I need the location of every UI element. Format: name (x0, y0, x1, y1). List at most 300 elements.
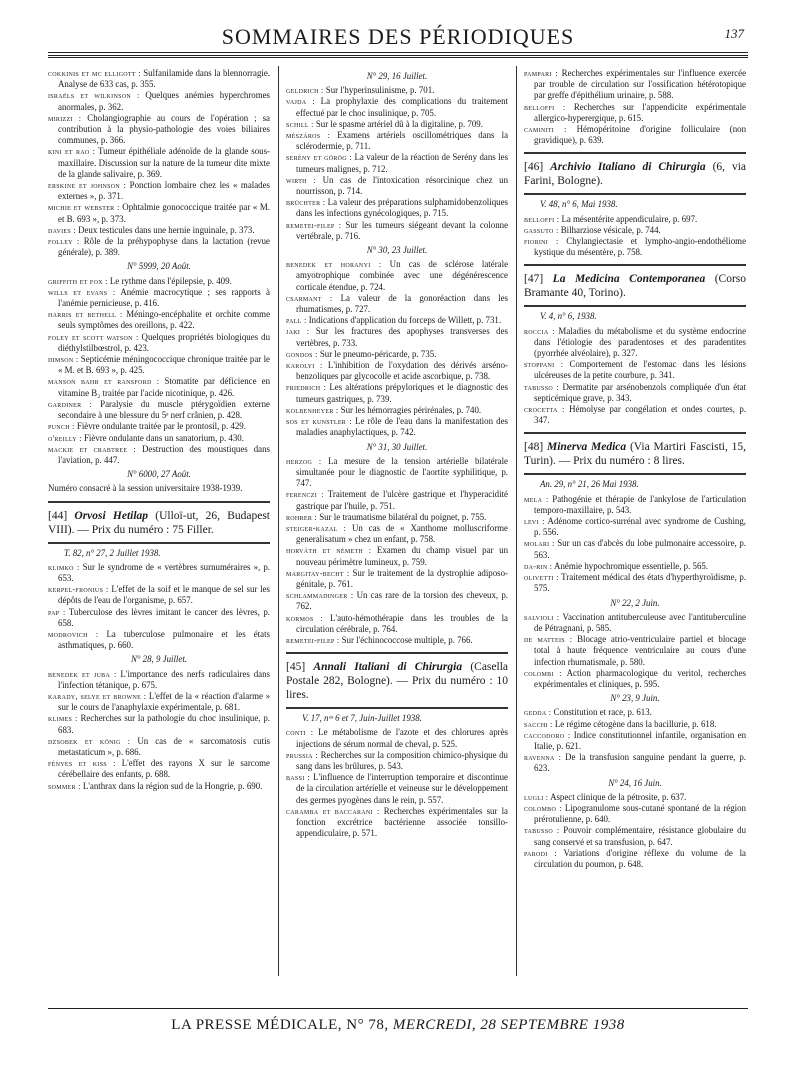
article-entry (286, 750, 508, 772)
entry-author: steiger-kazal : (286, 523, 347, 533)
journal-header (524, 432, 746, 475)
journal-number: [47] (524, 273, 544, 286)
entry-title: Constitution et race, p. 613. (553, 707, 652, 718)
issue-heading: N° 6000, 27 Août. (127, 469, 191, 480)
journal-name: Archivio Italiano di Chirurgia (550, 161, 706, 174)
entry-author: olivetti : (524, 573, 559, 583)
entry-author: kolbenheyer : (286, 405, 339, 415)
article-entry (524, 792, 746, 803)
article-entry (48, 736, 270, 758)
article-entry (286, 635, 508, 646)
entry-title: Le rôle de l'eau dans la manifestation des maladies anaphylactiques, p. 742. (296, 416, 509, 438)
entry-title: L'influence de l'interruption temporaire et discontinue de la circulation artérielle et veineuse sur le développement des germes pyogènes dans le rein, p. 557. (296, 772, 508, 805)
entry-author: davies : (48, 225, 76, 235)
article-entry (286, 85, 508, 96)
entry-title: Un cas rare de la torsion des cheveux, p. 762. (296, 590, 508, 612)
entry-title: Vaccination antituberculeuse avec l'antituberculine de Pétragnani, p. 585. (534, 611, 746, 633)
volume-heading: An. 29, n° 21, 26 Mai 1938. (540, 479, 639, 490)
journal-header (524, 264, 746, 307)
issue-heading: N° 23, 9 Juin. (610, 693, 660, 704)
article-entry (524, 572, 746, 594)
entry-title: Sur l'hyperinsulinisme, p. 701. (325, 85, 435, 96)
article-entry (524, 236, 746, 258)
article-entry (48, 399, 270, 421)
entry-title: Sulfanilamide dans la blennorragie. Analyse de 633 cas, p. 355. (58, 68, 271, 90)
article-entry (286, 416, 508, 438)
issue-heading: N° 5999, 20 Août. (127, 261, 191, 272)
entry-title: La mésentérite appendiculaire, p. 697. (561, 213, 698, 224)
article-entry (524, 538, 746, 560)
article-entry (524, 825, 746, 847)
entry-author: levi : (524, 517, 545, 527)
entry-author: colombi : (524, 668, 562, 678)
entry-title: Rôle de la préhypophyse dans la lactation (revue générale), p. 389. (58, 236, 270, 258)
article-entry (48, 629, 270, 651)
entry-author: margitay-becht : (286, 568, 350, 578)
entry-author: punch : (48, 422, 75, 432)
entry-author: folley : (48, 237, 80, 247)
column-3 (524, 68, 746, 870)
article-entry (524, 102, 746, 124)
entry-author: cokkinis et mc elligott : (48, 69, 141, 78)
journal-header (48, 501, 270, 544)
entry-title: Sur l'échinococcose multiple, p. 766. (341, 634, 473, 645)
entry-author: ferenczi : (286, 490, 324, 500)
article-entry (524, 848, 746, 870)
entry-author: foley et scott watson : (48, 332, 139, 342)
article-entry (48, 376, 270, 398)
entry-author: sos et kunstler : (286, 417, 352, 427)
volume-heading: T. 82, n° 27, 2 Juillet 1938. (64, 547, 161, 558)
entry-author: mackie et crabtree : (48, 444, 136, 454)
entry-title: Pathogénie et thérapie de l'ankylose de l'articulation temporo-maxillaire, p. 543. (534, 493, 747, 515)
entry-title: Le rythme dans l'épilepsie, p. 409. (109, 275, 232, 286)
entry-author: tabusso : (524, 382, 560, 392)
entry-title: Recherches sur l'appendicite expérimentale allergico-hyperergique, p. 615. (534, 101, 746, 123)
entry-title: Sur le traumatisme bilatéral du poignet, p. 755. (319, 511, 487, 522)
article-entry (286, 456, 508, 490)
entry-title: Maladies du métabolisme et du système endocrine dans l'étiologie des paradentoses et des paradentites (pyorrhée alvéolaire), p. 327. (534, 325, 747, 359)
entry-title: L'effet de la « réaction d'alarme » sur le cours de l'anaphylaxie expérimentale, p. 681. (58, 690, 271, 713)
article-entry (286, 360, 508, 382)
entry-author: kerpel-fronius : (48, 585, 109, 595)
entry-title: Variations d'origine réflexe du volume de la circulation du poumon, p. 648. (534, 847, 746, 869)
article-entry (48, 444, 270, 466)
entry-title: Adénome cortico-surrénal avec syndrome de Cushing, p. 556. (534, 516, 747, 538)
entry-author: serény et görög : (286, 153, 352, 163)
entry-title: La tuberculose pulmonaire et les états asthmatiques, p. 660. (58, 628, 271, 651)
entry-author: dzsobek et könig : (48, 736, 131, 746)
entry-title: Sur les fractures des apophyses transverses des vertèbres, p. 733. (296, 326, 509, 348)
article-entry (286, 259, 508, 293)
article-entry (524, 730, 746, 752)
article-entry (286, 197, 508, 219)
entry-author: erskine et johnson : (48, 181, 127, 191)
article-entry (524, 803, 746, 825)
entry-author: mela : (524, 494, 549, 504)
volume-heading: V. 17, nᵒˢ 6 et 7, Juin-Juillet 1938. (302, 713, 422, 724)
entry-author: karolyi : (286, 361, 323, 371)
article-entry (286, 175, 508, 197)
article-entry (524, 68, 746, 102)
page-number: 137 (724, 26, 744, 41)
entry-author: jaki : (286, 327, 310, 337)
entry-title: Recherches sur la composition chimico-physique du sang dans les brûlures, p. 543. (296, 749, 508, 771)
entry-author: benedek et horanyi : (286, 260, 382, 270)
entry-title: Indice constitutionnel infantile, organisation en Italie, p. 621. (534, 729, 747, 751)
entry-title: Anémie macrocytique ; ses rapports à l'anémie pernicieuse, p. 416. (58, 286, 270, 309)
entry-title: La valeur des préparations sulphamidobenzoliques dans les infections gynécologiques, p. 715. (296, 197, 508, 219)
article-entry (48, 421, 270, 432)
journal-info: (6, via Farini, Bologne). (524, 161, 747, 188)
article-entry (48, 332, 270, 354)
entry-author: prussia : (286, 750, 318, 760)
article-entry (286, 96, 508, 118)
entry-title: Sur un cas d'abcès du lobe pulmonaire accessoire, p. 563. (534, 538, 747, 560)
article-entry (48, 225, 270, 236)
article-entry (524, 707, 746, 718)
entry-title: Destruction des moustiques dans l'aviation, p. 447. (58, 443, 271, 465)
footer-text (48, 1017, 748, 1034)
journal-info: (Corso Bramante 40, Torino). (524, 273, 747, 300)
entry-title: L'inhibition de l'oxydation des dérivés arséno-benzoliques par glycocolle et acide ascorbique, p. 738. (296, 360, 508, 382)
article-entry (524, 124, 746, 146)
entry-title: Ophtalmie gonococcique traitée par « M. et B. 693 », p. 373. (58, 202, 270, 224)
entry-title: Sur les tumeurs siégeant devant la colonne vertébrale, p. 716. (296, 219, 509, 241)
journal-number: [48] (524, 441, 544, 454)
entry-author: gassuto : (524, 225, 559, 235)
article-entry (524, 668, 746, 690)
entry-author: schlammadinger : (286, 591, 354, 601)
entry-title: De la transfusion sanguine pendant la guerre, p. 623. (534, 752, 747, 774)
entry-title: Pouvoir complémentaire, résistance globulaire du sang conservé et sa transfusion, p. 647. (534, 825, 747, 847)
entry-author: da-rin : (524, 561, 553, 571)
volume-heading: V. 48, n° 6, Mai 1938. (540, 199, 618, 210)
entry-author: csarmant : (286, 293, 333, 303)
entry-title: Recherches sur la pathologie du choc insulinique, p. 683. (58, 713, 270, 735)
article-entry (286, 130, 508, 152)
entry-author: geldrich : (286, 86, 324, 96)
article-entry (48, 584, 270, 606)
entry-title: L'effet de la soif et le manque de sel sur les dépôts de l'eau de l'organisme, p. 657. (58, 584, 271, 606)
article-entry (48, 669, 270, 691)
entry-title: Lipogranulome sous-cutané spontané de la région prérotulienne, p. 640. (534, 802, 746, 825)
entry-author: friedrich : (286, 383, 327, 393)
page (48, 22, 748, 976)
article-entry (286, 568, 508, 590)
entry-author: karady, selye et browne : (48, 691, 147, 701)
entry-title: Hémolyse par congélation et ondes courtes, p. 347. (534, 404, 746, 426)
column-divider (516, 66, 517, 976)
entry-author: remetei-filep : (286, 220, 342, 230)
article-entry (524, 404, 746, 426)
article-entry (48, 354, 270, 376)
article-entry (48, 309, 270, 331)
entry-author: pap : (48, 607, 66, 617)
column-1 (48, 68, 270, 792)
entry-author: israëls et wilkinson : (48, 91, 140, 101)
article-entry (286, 382, 508, 404)
journal-name: Minerva Medica (546, 441, 627, 454)
entry-title: La valeur de la réaction de Serény dans les tumeurs malignes, p. 712. (296, 152, 509, 174)
entry-title: Indications d'application du forceps de Willett, p. 731. (308, 315, 502, 326)
article-entry (524, 719, 746, 730)
article-entry (286, 590, 508, 612)
article-entry (286, 152, 508, 174)
article-entry (286, 512, 508, 523)
entry-author: dimson : (48, 355, 79, 365)
footer-rule (48, 1008, 748, 1009)
article-entry (524, 326, 746, 360)
journal-number: [46] (524, 161, 544, 174)
entry-title: Quelques propriétés biologiques du diéthylstilbœstrol, p. 423. (58, 331, 271, 353)
entry-author: kormos : (286, 613, 324, 623)
article-entry (524, 214, 746, 225)
entry-author: benedek et juba : (48, 669, 117, 679)
entry-author: wills et evans : (48, 287, 116, 297)
entry-title: Examen du champ visuel par un nouveau périmètre lumineux, p. 759. (296, 545, 509, 567)
issue-heading: N° 29, 16 Juillet. (366, 71, 428, 81)
journal-header (286, 652, 508, 709)
issue-heading: N° 31, 30 Juillet. (366, 441, 428, 452)
entry-title: Tumeur épithéliale adénoïde de la glande sous-maxillaire. Discussion sur la nature de la tumeur dite mixte de la glande salivaire, p. 369. (58, 146, 271, 179)
article-entry (48, 758, 270, 780)
entry-author: colombo : (524, 803, 562, 813)
entry-title: Septicémie méningococcique chronique traitée par le « M. et B. 693 », p. 425. (58, 354, 271, 376)
journal-info: (Ulloï-ut, 26, Budapest VIII). — Prix du numéro : 75 Filler. (48, 509, 270, 536)
article-entry (48, 287, 270, 309)
journal-name: La Medicina Contemporanea (552, 273, 706, 286)
header-rule (48, 52, 748, 53)
entry-author: remetei-filep : (286, 635, 340, 645)
article-entry (286, 806, 508, 840)
header-double-rule (48, 55, 748, 60)
entry-title: La mesure de la tension artérielle bilatérale simultanée pour le diagnostic de l'aortite syphilitique, p. 747. (296, 455, 509, 489)
entry-author: sacchi : (524, 719, 553, 729)
entry-title: Deux testicules dans une hernie inguinale, p. 373. (78, 224, 255, 235)
entry-author: conti : (286, 728, 314, 738)
entry-title: Un cas de sclérose latérale amyotrophique combinée avec une dégénérescence corticale étendue, p. 724. (296, 259, 509, 292)
entry-title: Les altérations prépyloriques et le diagnostic des tumeurs gastriques, p. 739. (296, 382, 508, 404)
entry-title: Bilharziose vésicale, p. 744. (560, 224, 661, 235)
entry-author: roccia : (524, 326, 555, 336)
column-divider (278, 66, 279, 976)
entry-author: griffith et fox : (48, 276, 108, 286)
article-entry (48, 781, 270, 792)
entry-title: Quelques anémies hyperchromes anormales, p. 362. (58, 90, 271, 112)
entry-author: tabusso : (524, 826, 560, 836)
entry-author: caminiti : (524, 125, 567, 135)
entry-title: Traitement de l'ulcère gastrique et l'hyperacidité gastrique par l'huile, p. 751. (296, 489, 508, 511)
journal-number: [44] (48, 509, 68, 522)
entry-author: o'reilly : (48, 433, 82, 443)
article-entry (524, 612, 746, 634)
article-entry (48, 236, 270, 258)
entry-author: pampari : (524, 69, 558, 78)
issue-heading: N° 24, 16 Juin. (608, 777, 662, 788)
entry-author: bassi : (286, 773, 311, 783)
entry-title: Blocage atrio-ventriculaire partiel et blocage total à haute fréquence ventriculaire au cours d'une infection rhumatismale, p. 580. (534, 634, 746, 667)
article-entry (524, 634, 746, 668)
article-entry (286, 545, 508, 567)
entry-author: belloffi : (524, 214, 560, 224)
entry-title: Sur le syndrome de « vertèbres surnuméraires », p. 653. (58, 561, 270, 583)
entry-title: Aspect clinique de la pétrosite, p. 637. (550, 791, 687, 802)
article-entry (286, 119, 508, 130)
entry-author: fényes et kiss : (48, 759, 116, 769)
article-entry (524, 752, 746, 774)
entry-title: Méningo-encéphalite et orchite comme seuls symptômes des oreillons, p. 422. (58, 309, 271, 331)
entry-author: schill : (286, 119, 314, 129)
article-entry (286, 523, 508, 545)
page-title: SOMMAIRES DES PÉRIODIQUES (221, 24, 575, 49)
entry-author: kini et rao : (48, 147, 96, 157)
entry-author: brüchter : (286, 198, 326, 208)
entry-author: horváth et németh : (286, 546, 372, 556)
entry-title: Dermatite par arsénobenzols compliquée d'un état septicémique grave, p. 343. (534, 381, 746, 403)
entry-title: Examens artériels oscillométriques dans la sclérodermie, p. 711. (296, 130, 509, 152)
footer (48, 1008, 748, 1034)
entry-title: L'auto-hémothérapie dans les troubles de la circulation cérébrale, p. 764. (296, 612, 508, 634)
article-entry (48, 691, 270, 713)
entry-author: ravenna : (524, 753, 562, 763)
entry-title: Anémie hypochromique essentielle, p. 565. (554, 560, 709, 571)
article-entry (286, 405, 508, 416)
article-entry (48, 68, 270, 90)
entry-title: Recherches expérimentales sur la fonction excrétrice bactérienne associée tonsillo-appendiculaire, p. 571. (296, 805, 508, 839)
entry-author: gardiner : (48, 399, 93, 409)
article-entry (286, 293, 508, 315)
article-entry (286, 326, 508, 348)
issue-heading: N° 30, 23 Juillet. (366, 245, 428, 256)
entry-title: Le régime cétogène dans la bacillurie, p. 618. (554, 718, 717, 729)
journal-number: [45] (286, 661, 306, 674)
article-entry (48, 713, 270, 735)
entry-title: Un cas de « sarcomatosis cutis metastaticum », p. 686. (58, 735, 270, 757)
entry-author: parodi : (524, 848, 557, 858)
entry-title: Sur les hémorragies périrénales, p. 740. (340, 404, 482, 415)
journal-header (524, 152, 746, 195)
entry-title: La prophylaxie des complications du traitement effectué par le choc insulinique, p. 705. (296, 96, 508, 118)
entry-title: Stomatite par déficience en vitamine B₂ traitée par l'acide nicotinique, p. 426. (58, 376, 271, 398)
article-entry (524, 359, 746, 381)
entry-title: Sur le traitement de la dystrophie adiposo-génitale, p. 761. (296, 567, 509, 589)
entry-author: de matteis : (524, 635, 573, 645)
journal-name: Annali Italiani di Chirurgia (313, 661, 463, 674)
issue-heading: N° 28, 9 Juillet. (130, 654, 188, 665)
entry-title: Hémopéritoine d'origine folliculaire (non gravidique), p. 639. (534, 124, 747, 146)
article-entry (48, 562, 270, 584)
entry-author: mészáros : (286, 131, 331, 141)
footer-date: MERCREDI, 28 SEPTEMBRE 1938 (392, 1017, 625, 1033)
article-entry (286, 315, 508, 326)
column-2 (286, 68, 508, 839)
entry-author: modrovich : (48, 629, 99, 639)
entry-author: belloffi : (524, 102, 566, 112)
entry-title: Sur le pneumo-péricarde, p. 735. (319, 348, 437, 359)
article-entry (48, 90, 270, 112)
article-entry (286, 613, 508, 635)
entry-title: L'effet des rayons X sur le sarcome cérébellaire des enfants, p. 688. (58, 758, 270, 780)
entry-title: L'importance des nerfs radiculaires dans l'infection tétanique, p. 675. (58, 668, 271, 690)
article-entry (524, 561, 746, 572)
entry-author: vajda : (286, 97, 315, 107)
entry-author: klimko : (48, 562, 80, 572)
entry-title: Sur le spasme artériel dû à la digitaline, p. 709. (315, 118, 483, 129)
entry-title: Tuberculose des lèvres imitant le cancer des lèvres, p. 658. (58, 606, 270, 628)
article-entry (48, 276, 270, 287)
entry-author: klimes : (48, 714, 78, 724)
article-entry (524, 382, 746, 404)
entry-title: Cholangiographie au cours de l'opération ; sa contribution à la physio-pathologie des voies biliaires communes, p. 366. (58, 112, 270, 146)
entry-title: L'anthrax dans la région sud de la Hongrie, p. 690. (82, 780, 263, 791)
entry-author: herzog : (286, 456, 322, 466)
entry-title: Traitement médical des états d'hyperthyroïdisme, p. 575. (534, 572, 746, 594)
entry-author: lugli : (524, 792, 549, 802)
entry-author: caramba et baccarani : (286, 806, 380, 816)
article-entry (524, 516, 746, 538)
journal-info: (Via Martiri Fascisti, 15, Turin). — Prix du numéro : 8 lires. (524, 441, 747, 468)
running-head (48, 22, 748, 52)
article-entry (524, 494, 746, 516)
article-entry (48, 113, 270, 147)
entry-author: harris et bethell : (48, 310, 123, 320)
article-entry (48, 202, 270, 224)
article-entry (524, 225, 746, 236)
journal-name: Orvosi Hetilap (74, 509, 149, 522)
issue-note: Numéro consacré à la session universitaire 1938-1939. (48, 483, 243, 494)
entry-title: Un cas de « Xanthome molluscriforme generalisatum » chez un enfant, p. 758. (296, 522, 509, 545)
entry-author: salvioli : (524, 612, 560, 622)
entry-author: manson bahr et ransford : (48, 377, 160, 387)
entry-author: molari : (524, 539, 555, 549)
entry-author: fiorini : (524, 237, 559, 247)
columns (48, 66, 748, 976)
entry-author: rohrer : (286, 512, 317, 522)
journal-info: (Casella Postale 282, Bologne). — Prix du numéro : 10 lires. (286, 661, 509, 702)
entry-author: gondos : (286, 349, 318, 359)
entry-author: stoppani : (524, 360, 564, 370)
article-entry (48, 180, 270, 202)
volume-heading: V. 4, n° 6, 1938. (540, 311, 597, 322)
entry-author: wirth : (286, 175, 316, 185)
article-entry (48, 607, 270, 629)
entry-title: Recherches expérimentales sur l'influence exercée par trouble de circulation sur l'ossification hétérotopique par greffe d'épithélium urinaire, p. 588. (534, 68, 747, 101)
entry-author: sommer : (48, 781, 81, 791)
entry-author: crocetta : (524, 405, 565, 415)
entry-title: Paralysie du muscle ptérygoïdien externe secondaire à une blessure du 5ᵉ nerf crânien, p. 428. (58, 398, 270, 421)
entry-author: gedda : (524, 708, 552, 718)
article-entry (286, 772, 508, 806)
footer-journal: LA PRESSE MÉDICALE, N° 78, (171, 1017, 389, 1033)
article-entry (286, 349, 508, 360)
entry-title: Ponction lombaire chez les « malades externes », p. 371. (58, 180, 271, 202)
article-entry (286, 727, 508, 749)
entry-title: Fièvre ondulante dans un sanatorium, p. 430. (83, 432, 244, 443)
issue-heading: N° 22, 2 Juin. (610, 597, 660, 608)
entry-author: michie et webster : (48, 203, 120, 213)
article-entry (286, 220, 508, 242)
entry-title: Comportement de l'estomac dans les lésions ulcéreuses de la petite courbure, p. 341. (534, 359, 746, 381)
entry-title: Fièvre ondulante traitée par le prontosil, p. 429. (76, 421, 246, 432)
entry-title: Un cas de l'intoxication résorcinique chez un nourrisson, p. 714. (296, 174, 509, 197)
entry-author: pall : (286, 316, 307, 326)
entry-title: Action pharmacologique du veritol, recherches expérimentales et cliniques, p. 595. (534, 667, 746, 689)
entry-title: La valeur de la gonoréaction dans les rhumatismes, p. 727. (296, 292, 508, 315)
article-entry (48, 146, 270, 180)
entry-title: Le métabolisme de l'azote et des chlorures après injections de sérum normal de cheval, p. 525. (296, 727, 509, 749)
entry-author: caccodoro : (524, 730, 571, 740)
